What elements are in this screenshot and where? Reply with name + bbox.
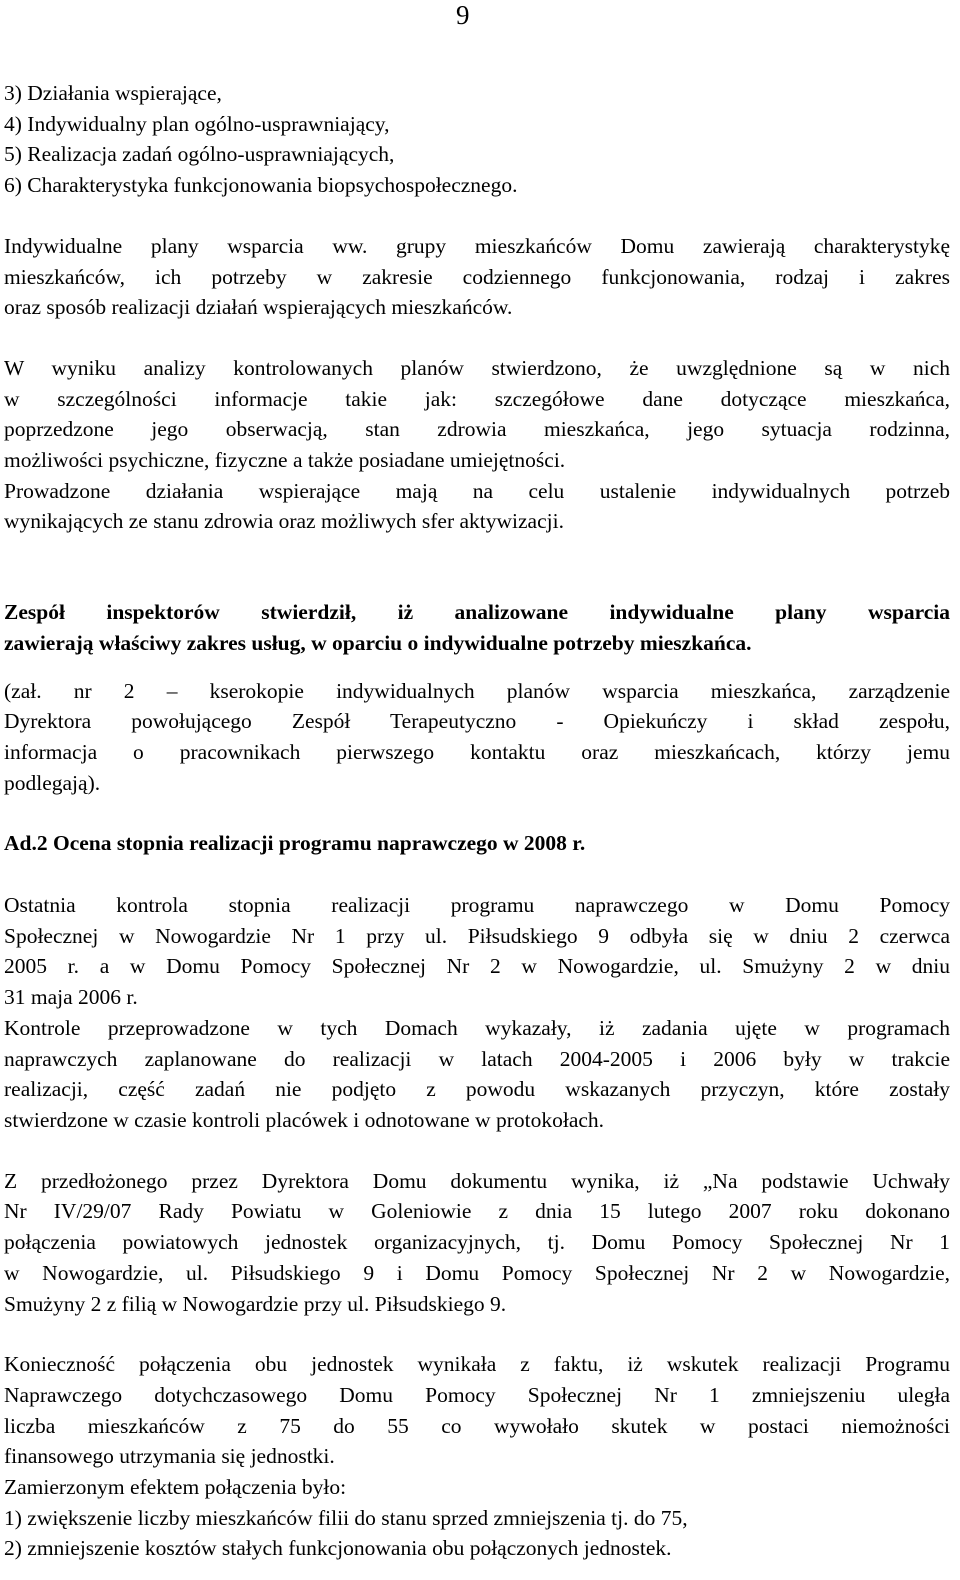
text-line: Zespół inspektorów stwierdził, iż analizowane indywidualne plany wsparcia	[4, 600, 950, 625]
text-line: Ostatnia kontrola stopnia realizacji programu naprawczego w Domu Pomocy	[4, 893, 950, 918]
paragraph-support-plans	[4, 231, 950, 323]
text-line: w Nowogardzie, ul. Piłsudskiego 9 i Domu Pomocy Społecznej Nr 2 w Nowogardzie,	[4, 1260, 950, 1285]
list-item: 6) Charakterystyka funkcjonowania biopsychospołecznego.	[4, 173, 518, 198]
text-line: informacja o pracownikach pierwszego kontaktu oraz mieszkańcach, którzy jemu	[4, 739, 950, 764]
scope-list	[4, 78, 950, 201]
bold-conclusion	[4, 597, 950, 658]
text-line: wynikających ze stanu zdrowia oraz możliwych sfer aktywizacji.	[4, 509, 564, 534]
text-line: W wyniku analizy kontrolowanych planów stwierdzono, że uwzględnione są w nich	[4, 355, 950, 380]
text-line: poprzedzone jego obserwacją, stan zdrowia mieszkańca, jego sytuacja rodzinna,	[4, 417, 950, 442]
text-line: Z przedłożonego przez Dyrektora Domu dokumentu wynika, iż „Na podstawie Uchwały	[4, 1168, 950, 1193]
text-line: podlegają).	[4, 770, 101, 795]
page-number: 9	[456, 0, 470, 30]
text-line: Zamierzonym efektem połączenia było:	[4, 1475, 347, 1500]
text-line: 2005 r. a w Domu Pomocy Społecznej Nr 2 w Nowogardzie, ul. Smużyny 2 w dniu	[4, 954, 950, 979]
text-line: Kontrole przeprowadzone w tych Domach wykazały, iż zadania ujęte w programach	[4, 1015, 950, 1040]
text-line: finansowego utrzymania się jednostki.	[4, 1444, 335, 1469]
text-line: naprawczych zaplanowane do realizacji w latach 2004-2005 i 2006 były w trakcie	[4, 1046, 950, 1071]
text-line: Naprawczego dotychczasowego Domu Pomocy Społecznej Nr 1 zmniejszeniu uległa	[4, 1382, 950, 1407]
text-line: Dyrektora powołującego Zespół Terapeutyczno - Opiekuńczy i skład zespołu,	[4, 709, 950, 734]
section-heading-text: Ad.2 Ocena stopnia realizacji programu naprawczego w 2008 r.	[4, 831, 586, 856]
list-item: 2) zmniejszenie kosztów stałych funkcjonowania obu połączonych jednostek.	[4, 1536, 672, 1561]
text-line: realizacji, część zadań nie podjęto z powodu wskazanych przyczyn, które zostały	[4, 1077, 950, 1102]
paragraph-analysis	[4, 353, 950, 537]
paragraph-resolution	[4, 1166, 950, 1320]
text-line: stwierdzone w czasie kontroli placówek i odnotowane w protokołach.	[4, 1107, 605, 1132]
list-item: 1) zwiększenie liczby mieszkańców filii do stanu sprzed zmniejszenia tj. do 75,	[4, 1505, 688, 1530]
text-line: zawierają właściwy zakres usług, w oparciu o indywidualne potrzeby mieszkańca.	[4, 630, 752, 655]
text-line: Konieczność połączenia obu jednostek wynikała z faktu, iż wskutek realizacji Programu	[4, 1352, 950, 1377]
text-line: (zał. nr 2 – kserokopie indywidualnych planów wsparcia mieszkańca, zarządzenie	[4, 678, 950, 703]
paragraph-merger	[4, 1349, 950, 1564]
text-line: 31 maja 2006 r.	[4, 985, 138, 1010]
text-line: oraz sposób realizacji działań wspierających mieszkańców.	[4, 295, 513, 320]
document-body	[4, 78, 950, 1564]
text-line: liczba mieszkańców z 75 do 55 co wywołało skutek w postaci niemożności	[4, 1413, 950, 1438]
text-line: w szczególności informacje takie jak: szczegółowe dane dotyczące mieszkańca,	[4, 386, 950, 411]
text-line: Prowadzone działania wspierające mają na celu ustalenie indywidualnych potrzeb	[4, 478, 950, 503]
text-line: Indywidualne plany wsparcia ww. grupy mieszkańców Domu zawierają charakterystykę	[4, 233, 950, 258]
text-line: Smużyny 2 z filią w Nowogardzie przy ul. Piłsudskiego 9.	[4, 1291, 507, 1316]
list-item: 4) Indywidualny plan ogólno-usprawniający,	[4, 111, 390, 136]
text-line: Społecznej w Nowogardzie Nr 1 przy ul. Piłsudskiego 9 odbyła się w dniu 2 czerwca	[4, 923, 950, 948]
section-heading	[4, 828, 950, 859]
text-line: możliwości psychiczne, fizyczne a także posiadane umiejętności.	[4, 448, 566, 473]
list-item: 3) Działania wspierające,	[4, 81, 222, 105]
text-line: połączenia powiatowych jednostek organizacyjnych, tj. Domu Pomocy Społecznej Nr 1	[4, 1230, 950, 1255]
list-item: 5) Realizacja zadań ogólno-usprawniających,	[4, 142, 395, 167]
attachment-note	[4, 676, 950, 799]
text-line: mieszkańców, ich potrzeby w zakresie codziennego funkcjonowania, rodzaj i zakres	[4, 264, 950, 289]
paragraph-last-inspection	[4, 890, 950, 1136]
text-line: Nr IV/29/07 Rady Powiatu w Goleniowie z dnia 15 lutego 2007 roku dokonano	[4, 1199, 950, 1224]
